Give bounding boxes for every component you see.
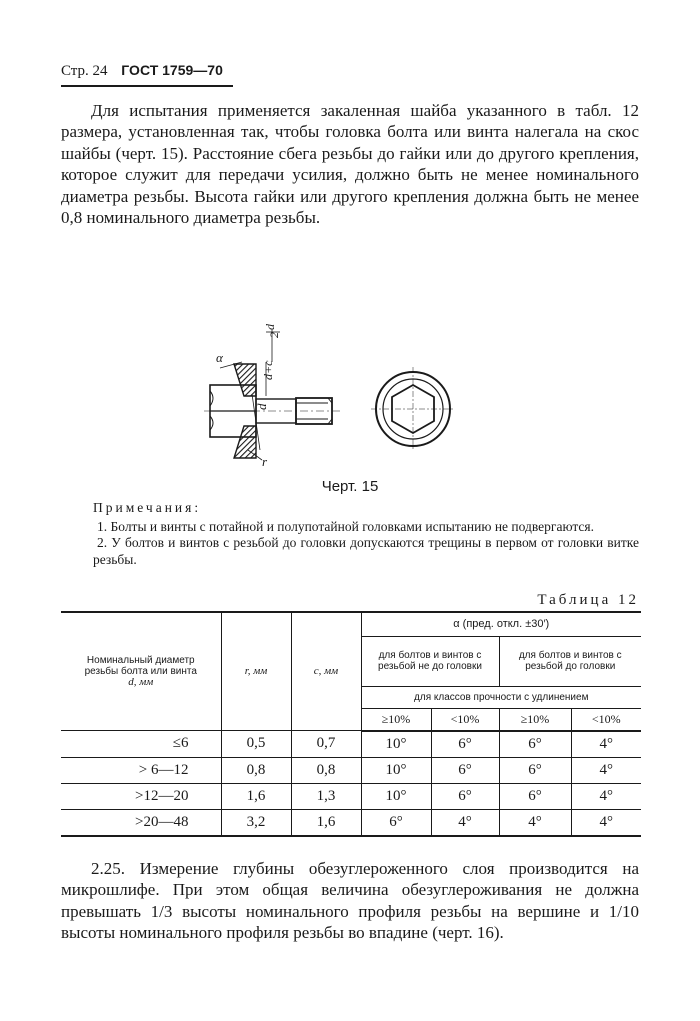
cell-d: > 6—12	[61, 757, 221, 783]
bolt-test-drawing	[200, 310, 460, 475]
header-rule	[61, 85, 233, 87]
standard-number: ГОСТ 1759—70	[121, 62, 223, 78]
header-pct-3: ≥10%	[499, 708, 571, 731]
washer-top-section	[234, 364, 256, 396]
cell-alpha-4: 4°	[571, 783, 641, 809]
page-number: Стр. 24	[61, 63, 108, 79]
cell-c: 0,7	[291, 731, 361, 758]
header-r: r, мм	[221, 612, 291, 731]
label-d-half-num: d	[263, 324, 277, 330]
cell-d: ≤6	[61, 731, 221, 758]
page-header	[61, 62, 223, 80]
cell-alpha-4: 4°	[571, 809, 641, 836]
header-diameter	[61, 612, 221, 731]
label-d: d	[254, 403, 269, 410]
cell-alpha-1: 6°	[361, 809, 431, 836]
table-row	[61, 757, 641, 783]
table-row	[61, 809, 641, 836]
cell-c: 1,3	[291, 783, 361, 809]
header-c: c, мм	[291, 612, 361, 731]
cell-alpha-4: 4°	[571, 757, 641, 783]
header-pct-1: ≥10%	[361, 708, 431, 731]
cell-alpha-1: 10°	[361, 731, 431, 758]
header-classes: для классов прочности с удлинением	[361, 686, 641, 708]
cell-alpha-2: 6°	[431, 731, 499, 758]
table-row	[61, 783, 641, 809]
cell-d: >20—48	[61, 809, 221, 836]
header-pct-2: <10%	[431, 708, 499, 731]
cell-d: >12—20	[61, 783, 221, 809]
notes-title: Примечания:	[93, 500, 202, 515]
cell-alpha-3: 4°	[499, 809, 571, 836]
cell-alpha-3: 6°	[499, 783, 571, 809]
cell-c: 1,6	[291, 809, 361, 836]
cell-c: 0,8	[291, 757, 361, 783]
header-alpha-sub1: для болтов и винтов с резьбой не до головки	[361, 636, 499, 686]
figure-caption: Черт. 15	[321, 478, 379, 495]
cell-r: 0,8	[221, 757, 291, 783]
cell-alpha-2: 6°	[431, 783, 499, 809]
header-pct-4: <10%	[571, 708, 641, 731]
table-row	[61, 731, 641, 758]
paragraph-1: Для испытания применяется закаленная шайба указанного в табл. 12 размера, установленная так, чтобы головка болта или винта налегала на скос шайбы (черт. 15). Расстояние сбега резьбы до гайки или до другого крепления, которое служит для передачи усилия, должно быть не менее номинального диаметра резьбы. Высота гайки или другого крепления должна быть не менее 0,8 номинального диаметра резьбы.	[61, 101, 639, 228]
figure-15	[200, 310, 460, 475]
cell-alpha-1: 10°	[361, 783, 431, 809]
cell-r: 3,2	[221, 809, 291, 836]
header-diameter-line2: резьбы болта или винта	[84, 666, 197, 677]
cell-alpha-2: 4°	[431, 809, 499, 836]
bolt-end-view	[371, 367, 455, 451]
header-diameter-line1: Номинальный диаметр	[86, 655, 195, 666]
label-d-plus-c: d+c	[261, 360, 275, 380]
note-2: 2. У болтов и винтов с резьбой до головки допускаются трещины в первом от головки витке резьбы.	[93, 535, 639, 567]
cell-alpha-1: 10°	[361, 757, 431, 783]
notes	[93, 500, 639, 568]
header-diameter-var: d, мм	[128, 676, 154, 688]
table-label: Таблица 12	[537, 592, 639, 608]
label-r: r	[262, 454, 268, 469]
table-12	[61, 611, 641, 837]
cell-alpha-3: 6°	[499, 757, 571, 783]
label-alpha: α	[216, 350, 223, 365]
header-alpha: α (пред. откл. ±30′)	[361, 612, 641, 636]
paragraph-2-25: 2.25. Измерение глубины обезуглероженного слоя производится на микрошлифе. При этом общая величина обезуглероживания не должна превышать 1/3 высоты номинального профиля резьбы на вершине и 1/10 высоты номинального профиля резьбы во впадине (черт. 16).	[61, 859, 639, 943]
cell-alpha-4: 4°	[571, 731, 641, 758]
header-alpha-sub2: для болтов и винтов с резьбой до головки	[499, 636, 641, 686]
label-d-half-den: 2	[267, 332, 281, 338]
note-1: 1. Болты и винты с потайной и полупотайной головками испытанию не подвергаются.	[97, 518, 594, 534]
cell-r: 1,6	[221, 783, 291, 809]
cell-r: 0,5	[221, 731, 291, 758]
cell-alpha-3: 6°	[499, 731, 571, 758]
cell-alpha-2: 6°	[431, 757, 499, 783]
